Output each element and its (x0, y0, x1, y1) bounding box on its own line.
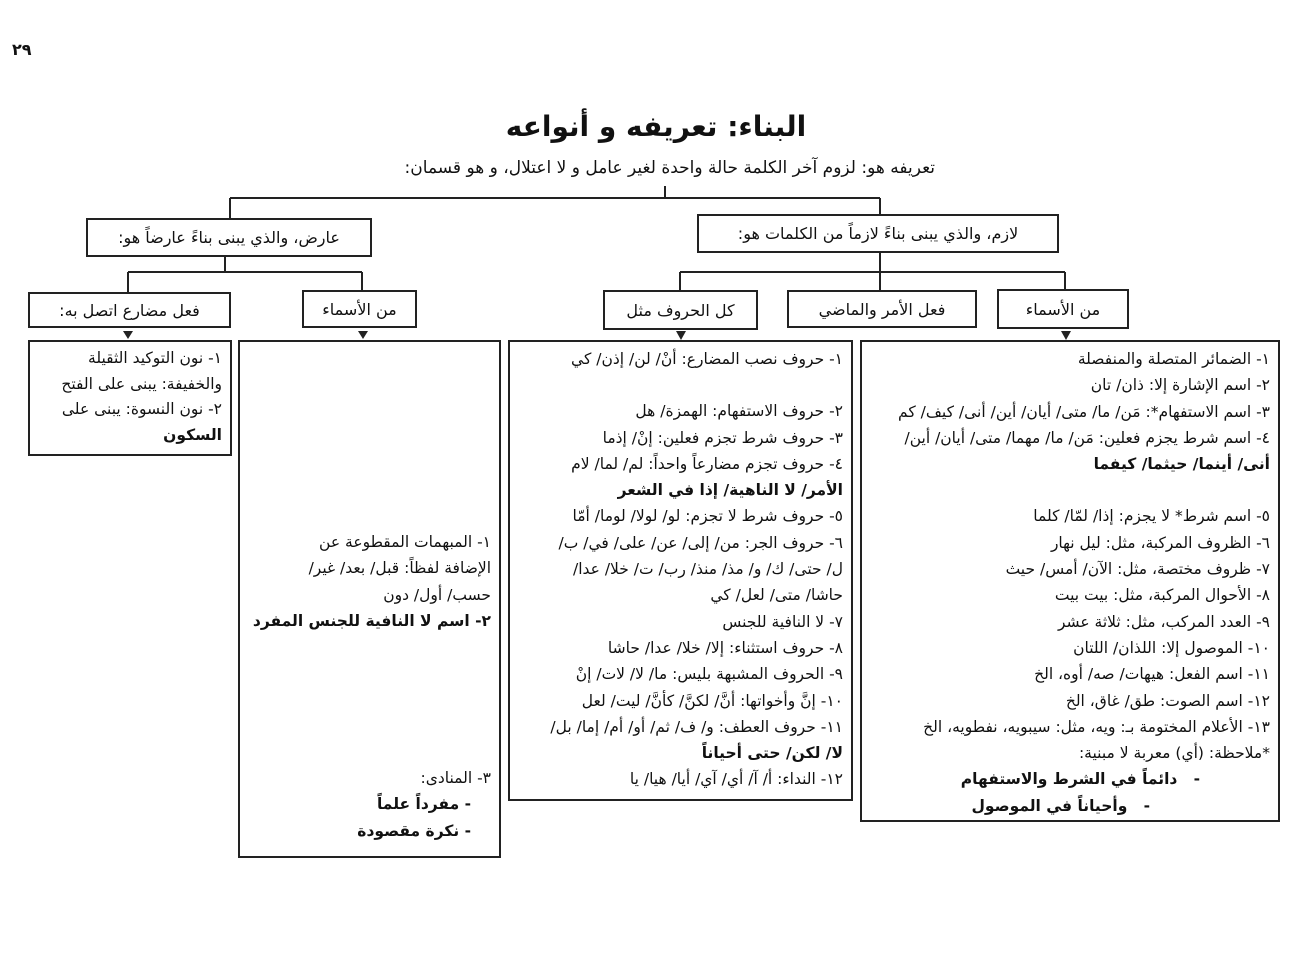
arid-heading: عارض، والذي يبنى بناءً عارضاً هو: (118, 228, 340, 247)
list-item: ١٢- اسم الصوت: طق/ غاق، الخ (1065, 691, 1270, 710)
lazim-particles-list (508, 340, 853, 801)
list-item: ٢- اسم الإشارة إلا: ذان/ تان (1090, 376, 1270, 395)
note-item: - وأحياناً في الموصول (971, 796, 1150, 815)
list-item: ١- المبهمات المقطوعة عن (319, 533, 491, 551)
arid-verb-list (28, 340, 232, 456)
lazim-nouns-list (860, 340, 1280, 822)
list-item: لا/ لكن/ حتى أحياناً (701, 744, 843, 763)
arid-nouns-list (238, 340, 501, 858)
list-item: ١- الضمائر المتصلة والمنفصلة (1077, 350, 1270, 368)
list-item: أنى/ أينما/ حيثما/ كيفما (1093, 455, 1270, 474)
list-item: - نكرة مقصودة (357, 821, 471, 840)
arid-nouns-heading: من الأسماء (322, 299, 397, 319)
list-item: ١١- اسم الفعل: هيهات/ صه/ أوه، الخ (1034, 665, 1270, 684)
list-item: ١١- حروف العطف: و/ ف/ ثم/ أو/ أم/ إما/ بل/ (550, 717, 843, 736)
list-item: ٣- حروف شرط تجزم فعلين: إنْ/ إذما (602, 428, 843, 447)
list-item: - مفرداً علماً (376, 795, 471, 814)
note-item: - دائماً في الشرط والاستفهام (960, 770, 1200, 789)
lazim-heading-box (697, 214, 1059, 253)
list-item: ٢- نون النسوة: يبنى على (61, 400, 222, 418)
list-item: ٢- حروف الاستفهام: الهمزة/ هل (635, 402, 843, 421)
list-item: ١٠- الموصول إلا: اللذان/ اللتان (1073, 638, 1270, 657)
list-item: الأمر/ لا الناهية/ إذا في الشعر (617, 481, 843, 500)
title-main: البناء (738, 110, 807, 143)
title-separator: : (727, 110, 739, 143)
list-item: ٧- ظروف مختصة، مثل: الآن/ أمس/ حيث (1005, 560, 1270, 579)
arid-verb-heading: فعل مضارع اتصل به: (59, 300, 200, 320)
list-item: ٥- حروف شرط لا تجزم: لو/ لولا/ لوما/ أمّا (572, 507, 843, 526)
lazim-particles-heading-box (603, 290, 758, 330)
page-number: ٢٩ (12, 40, 32, 59)
list-item: ١٣- الأعلام المختومة بـ: ويه، مثل: سيبويه، نفطويه، الخ (923, 717, 1270, 736)
arrow-nouns (1061, 331, 1071, 340)
lazim-nouns-heading-box (997, 289, 1129, 329)
arrow-particles (676, 331, 686, 340)
lazim-verbs-heading: فعل الأمر والماضي (818, 299, 946, 319)
list-item: ١- حروف نصب المضارع: أنْ/ لن/ إذن/ كي (571, 350, 843, 368)
list-item: ٧- لا النافية للجنس (722, 612, 843, 631)
list-item: ٩- العدد المركب، مثل: ثلاثة عشر (1057, 612, 1270, 631)
list-item: حسب/ أول/ دون (383, 585, 491, 604)
list-item: ٦- الظروف المركبة، مثل: ليل نهار (1050, 533, 1270, 552)
list-item: السكون (163, 425, 222, 444)
list-item: ٤- اسم شرط يجزم فعلين: مَن/ ما/ مهما/ متى/ أيان/ أين/ (904, 428, 1270, 447)
arid-verb-heading-box (28, 292, 231, 328)
title-sub: تعريفه و أنواعه (505, 110, 718, 143)
list-item: ٢- اسم لا النافية للجنس المفرد (252, 611, 491, 630)
list-item: ٨- الأحوال المركبة، مثل: بيت بيت (1054, 586, 1270, 605)
list-item: ٦- حروف الجر: من/ إلى/ عن/ على/ في/ ب/ (558, 533, 843, 552)
list-item: ٥- اسم شرط* لا يجزم: إذا/ لمّا/ كلما (1033, 507, 1270, 526)
lazim-particles-heading: كل الحروف مثل (626, 300, 735, 320)
list-item: ل/ حتى/ ك/ و/ مذ/ منذ/ رب/ ت/ خلا/ عدا/ (572, 560, 843, 579)
list-item: ٣- اسم الاستفهام*: مَن/ ما/ متى/ أيان/ أين/ أنى/ كيف/ كم (898, 402, 1270, 421)
lazim-nouns-heading: من الأسماء (1025, 299, 1101, 319)
list-item: ١٠- إنَّ وأخواتها: أنَّ/ لكنَّ/ كأنَّ/ ليت/ لعل (581, 691, 843, 710)
arid-heading-box (86, 218, 372, 257)
list-item: الإضافة لفظاً: قبل/ بعد/ غير/ (308, 559, 491, 578)
list-item: ٤- حروف تجزم مضارعاً واحداً: لم/ لما/ لام (571, 454, 843, 473)
note-heading: *ملاحظة: (أي) معربة لا مبنية: (1078, 744, 1270, 763)
page-title (0, 110, 1312, 143)
list-item: ٣- المنادى: (420, 769, 491, 788)
definition-text: تعريفه هو: لزوم آخر الكلمة حالة واحدة لغير عامل و لا اعتلال، و هو قسمان: (404, 158, 935, 178)
list-item: ٨- حروف استثناء: إلا/ خلا/ عدا/ حاشا (607, 638, 843, 657)
lazim-verbs-heading-box (787, 290, 977, 328)
list-item: حاشا/ متى/ لعل/ كي (710, 586, 843, 605)
arid-nouns-heading-box (302, 290, 417, 328)
arrow-arid-nouns (358, 331, 368, 339)
list-item: ١- نون التوكيد الثقيلة (88, 349, 222, 367)
list-item: ٩- الحروف المشبهة بليس: ما/ لا/ لات/ إنْ (575, 665, 843, 684)
arrow-arid-verb (123, 331, 133, 339)
lazim-heading: لازم، والذي يبنى بناءً لازماً من الكلمات هو: (737, 224, 1019, 243)
list-item: والخفيفة: يبنى على الفتح (61, 374, 222, 393)
list-item: ١٢- النداء: أ/ آ/ أي/ آي/ أيا/ هيا/ يا (629, 770, 843, 789)
